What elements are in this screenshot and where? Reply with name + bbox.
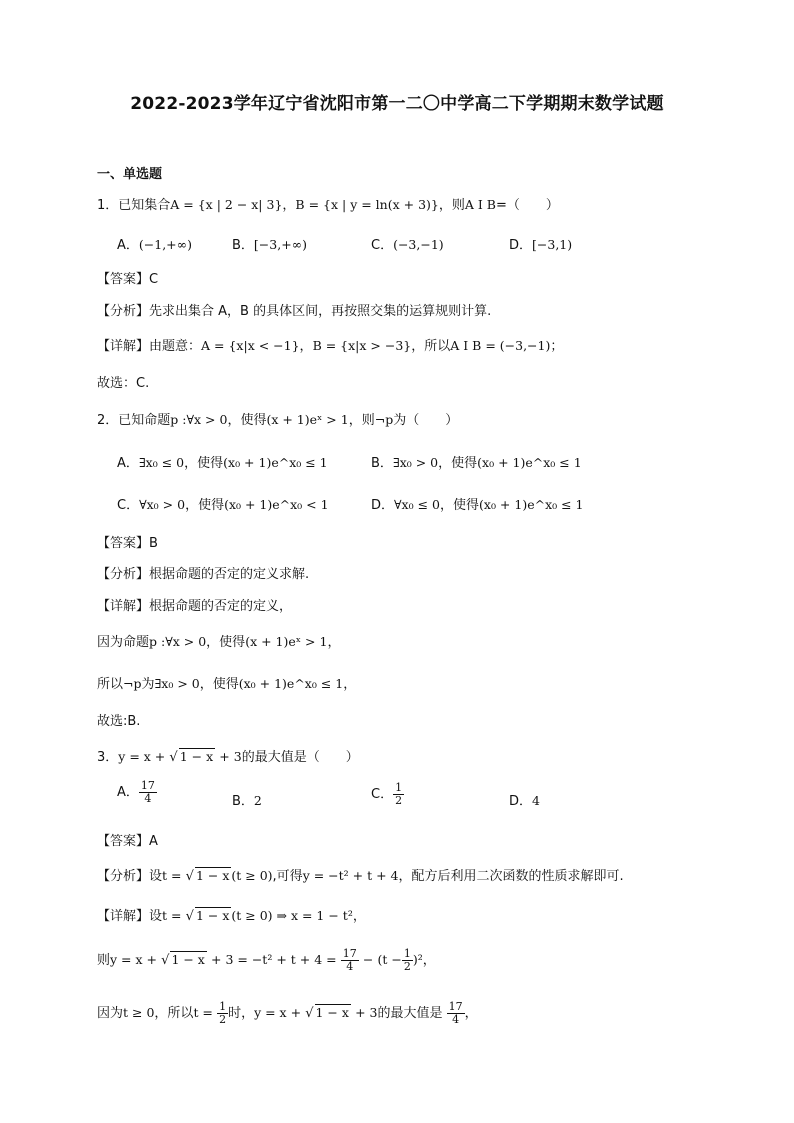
option-quant: ∃x₀ > 0 [392, 455, 439, 470]
analysis-prefix: 设 [149, 869, 163, 884]
option-expr: (x₀ + 1)e^x₀ < 1 [224, 497, 329, 512]
option-label: D． [371, 498, 395, 513]
q2-mid: ，使得 [227, 413, 267, 428]
fraction-numerator: 17 [140, 779, 155, 792]
option-label: D． [509, 238, 533, 253]
option-quant: ∀x₀ > 0 [139, 497, 186, 512]
line-cond: t ≥ 0 [123, 1005, 155, 1020]
line-end: ， [422, 953, 436, 968]
option-value: [−3,1) [532, 237, 573, 252]
detail-result: A I B = (−3,−1) [450, 338, 551, 353]
line-prefix: 所以 [97, 677, 124, 692]
option-quant: ∀x₀ ≤ 0 [394, 497, 440, 512]
option-mid: ，使得 [184, 456, 224, 471]
line-expr-a: y = x + [254, 1005, 302, 1020]
q1-suffix: ，则 [438, 198, 465, 213]
line-prefix: 则 [97, 953, 111, 968]
detail-end: ， [352, 909, 366, 924]
q3-num: 3． [97, 750, 119, 765]
analysis-tag: 【分析】 [97, 567, 150, 582]
q2-prefix: 2．已知命题 [97, 413, 171, 428]
detail-t: t = [162, 908, 182, 923]
q1-option-d [509, 234, 572, 253]
line-expr: (x + 1)eˣ > 1 [245, 634, 328, 649]
line-radicand: 1 − x [171, 952, 205, 967]
detail-sep: ， [299, 339, 313, 354]
line-prefix: 因为命题 [97, 635, 150, 650]
option-label: D． [509, 794, 533, 809]
fraction-denominator: 4 [346, 960, 354, 973]
option-expr: (x₀ + 1)e^x₀ ≤ 1 [477, 455, 582, 470]
section-heading: 一、单选题 [97, 167, 163, 182]
q1-set-a: A = {x | 2 − x| 3} [170, 197, 283, 212]
sqrt-sign-icon: √ [185, 869, 194, 884]
option-quant: ∃x₀ ≤ 0 [138, 455, 185, 470]
line-minus: − [362, 952, 374, 967]
line-expr: (x₀ + 1)e^x₀ ≤ 1 [238, 676, 344, 691]
q3-option-d [509, 790, 540, 809]
line-expr-b: + 3 [355, 1005, 378, 1020]
option-label: C． [371, 238, 394, 253]
line-t: t = [193, 1005, 213, 1020]
line-when: 时， [228, 1006, 255, 1021]
fraction-numerator: 1 [403, 947, 411, 960]
option-mid: ，使得 [438, 456, 478, 471]
q2-detail [97, 595, 292, 614]
q3-radicand: 1 − x [179, 749, 214, 764]
detail-tag: 【详解】 [97, 599, 150, 614]
line-paren-b: )² [412, 952, 423, 967]
line-paren-a: (t − [377, 952, 402, 967]
fraction-numerator: 1 [395, 781, 403, 794]
q3-option-c [371, 782, 404, 807]
line-mid: ，所以 [154, 1006, 194, 1021]
line-fraction-1 [217, 1001, 228, 1026]
q3-expr-a: y = x + [118, 749, 166, 764]
analysis-t: t = [162, 868, 182, 883]
option-fraction [393, 782, 404, 807]
q2-analysis [97, 563, 309, 582]
answer-value: A [149, 834, 158, 849]
q3-answer [97, 830, 158, 849]
option-mid: ，使得 [440, 498, 480, 513]
detail-text: 根据命题的否定的定义， [149, 599, 293, 614]
line-prop: p :∀x > 0 [149, 634, 207, 649]
q2-option-d [371, 494, 584, 513]
answer-tag: 【答案】 [97, 272, 150, 287]
question-1-stem [97, 194, 559, 213]
option-label: A． [117, 238, 139, 253]
q3-suffix: 的最大值是（ ） [241, 750, 359, 765]
question-3-stem [97, 746, 359, 765]
q2-neg: ¬p [374, 412, 394, 427]
detail-end: ； [550, 339, 564, 354]
q1-answer [97, 268, 158, 287]
detail-prefix: 设 [149, 909, 163, 924]
option-label: A． [117, 456, 139, 471]
line-end: ， [327, 635, 341, 650]
detail-tag: 【详解】 [97, 339, 150, 354]
option-value: (−3,−1) [393, 237, 444, 252]
line-mid2: 的最大值是 [377, 1006, 443, 1021]
page-title: 2022-2023学年辽宁省沈阳市第一二〇中学高二下学期期末数学试题 [130, 94, 664, 114]
analysis-text: 根据命题的否定的定义求解. [149, 567, 310, 582]
q2-answer [97, 532, 158, 551]
analysis-expr: y = −t² + t + 4 [302, 868, 399, 883]
q1-option-b [232, 234, 307, 253]
q2-detail-line-1 [97, 631, 340, 650]
option-label: C． [371, 787, 394, 802]
answer-value: B [149, 536, 158, 551]
q1-intersect: A I B [464, 197, 496, 212]
option-value: [−3,+∞) [253, 237, 307, 252]
q3-expr-b: + 3 [219, 749, 242, 764]
option-label: B． [371, 456, 393, 471]
sqrt-sign-icon: √ [305, 1006, 314, 1021]
q1-detail [97, 335, 563, 354]
option-value: (−1,+∞) [138, 237, 192, 252]
analysis-cond: (t ≥ 0) [231, 868, 273, 883]
analysis-mid: ,可得 [272, 869, 303, 884]
option-label: B． [232, 794, 254, 809]
answer-value: C [149, 272, 159, 287]
line-mid2: ，使得 [199, 677, 239, 692]
option-value: 2 [253, 793, 262, 808]
q2-expr: (x + 1)eˣ > 1 [266, 412, 349, 427]
answer-tag: 【答案】 [97, 834, 150, 849]
fraction-numerator: 17 [448, 1000, 463, 1013]
question-2-stem [97, 409, 458, 428]
detail-radicand: 1 − x [195, 908, 230, 923]
q1-option-a [117, 234, 192, 253]
analysis-tag: 【分析】 [97, 304, 150, 319]
q1-set-b: B = {x | y = ln(x + 3)} [295, 197, 439, 212]
analysis-suffix: ，配方后利用二次函数的性质求解即可. [398, 869, 624, 884]
q1-analysis [97, 300, 491, 319]
detail-mid: ，所以 [411, 339, 451, 354]
q2-prop: p :∀x > 0 [170, 412, 228, 427]
q1-choose: 故选：C. [97, 376, 150, 391]
detail-cond: (t ≥ 0) ⇒ x = 1 − t² [231, 908, 353, 923]
answer-tag: 【答案】 [97, 536, 150, 551]
line-quant: ∃x₀ > 0 [154, 676, 200, 691]
q3-analysis [97, 865, 624, 884]
q1-sep: ， [282, 198, 296, 213]
line-fraction-2 [447, 1001, 465, 1026]
line-radicand: 1 − x [315, 1005, 349, 1020]
q1-paren: =（ ） [495, 198, 559, 213]
option-mid: ，使得 [185, 498, 225, 513]
q1-prefix: 1．已知集合 [97, 198, 171, 213]
q2-mid2: ，则 [348, 413, 375, 428]
fraction-denominator: 2 [403, 960, 411, 973]
option-label: A． [117, 785, 139, 800]
fraction-denominator: 4 [144, 792, 152, 805]
sqrt-sign-icon: √ [169, 750, 178, 765]
fraction-denominator: 2 [395, 794, 403, 807]
line-mid: ，使得 [206, 635, 246, 650]
option-expr: (x₀ + 1)e^x₀ ≤ 1 [223, 455, 328, 470]
q1-option-c [371, 234, 444, 253]
analysis-tag: 【分析】 [97, 869, 150, 884]
option-expr: (x₀ + 1)e^x₀ ≤ 1 [479, 497, 584, 512]
fraction-numerator: 1 [219, 1000, 227, 1013]
line-expr-b: + 3 = −t² + t + 4 = [211, 952, 337, 967]
line-fraction-2 [402, 948, 413, 973]
q3-option-a [117, 780, 157, 805]
q3-detail-line-2 [97, 1001, 478, 1026]
line-end: ， [343, 677, 357, 692]
analysis-text: 先求出集合 A，B 的具体区间，再按照交集的运算规则计算. [149, 304, 492, 319]
line-mid: 为 [141, 677, 155, 692]
q2-choose: 故选:B. [97, 714, 141, 729]
fraction-denominator: 2 [219, 1013, 227, 1026]
fraction-numerator: 17 [342, 947, 357, 960]
option-label: B． [232, 238, 254, 253]
detail-set-b: B = {x|x > −3} [312, 338, 412, 353]
line-neg: ¬p [123, 676, 142, 691]
line-end: ， [464, 1006, 478, 1021]
option-fraction [139, 780, 157, 805]
q3-detail [97, 905, 366, 924]
analysis-radicand: 1 − x [195, 868, 230, 883]
q2-detail-line-2 [97, 673, 356, 692]
q2-suffix: 为（ ） [393, 413, 459, 428]
sqrt-sign-icon: √ [161, 953, 170, 968]
line-prefix: 因为 [97, 1006, 124, 1021]
line-expr-a: y = x + [110, 952, 157, 967]
q2-option-c [117, 494, 329, 513]
option-label: C． [117, 498, 140, 513]
sqrt-sign-icon: √ [185, 909, 194, 924]
q2-option-a [117, 452, 328, 471]
q3-detail-line-1 [97, 948, 436, 973]
detail-set-a: A = {x|x < −1} [201, 338, 300, 353]
fraction-denominator: 4 [452, 1013, 460, 1026]
option-value: 4 [532, 793, 540, 808]
detail-prefix: 由题意： [149, 339, 202, 354]
q3-option-b [232, 790, 262, 809]
line-fraction-1 [341, 948, 359, 973]
q2-option-b [371, 452, 582, 471]
detail-tag: 【详解】 [97, 909, 150, 924]
